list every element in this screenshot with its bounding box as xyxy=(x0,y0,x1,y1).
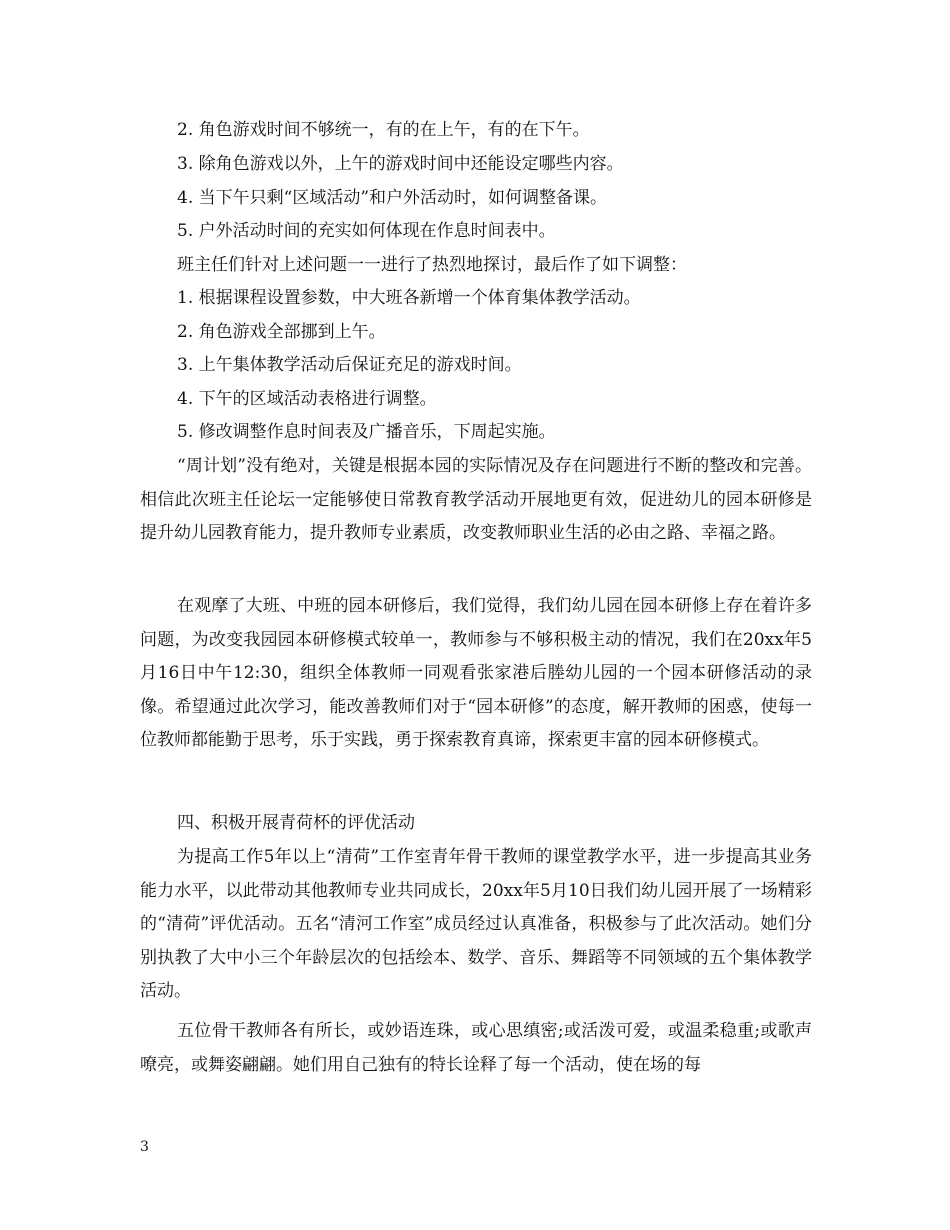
page-number: 3 xyxy=(140,1139,149,1155)
section-heading: 四、积极开展青荷杯的评优活动 xyxy=(177,813,415,833)
paragraph-observation: 在观摩了大班、中班的园本研修后，我们觉得，我们幼儿园在园本研修上存在着许多问题，为改变我园园本研修模式较单一，教师参与不够积极主动的情况，我们在20xx年5月16日中午12:30，组织全体教师一同观看张家港后塍幼儿园的一个园本研修活动的录像。希望通过此次学习，能改善教师们对于“园本研修”的态度，解开教师的困惑，使每一位教师都能勤于思考，乐于实践，勇于探索教育真谛，探索更丰富的园本研修模式。 xyxy=(140,596,812,751)
list-item: 5. 户外活动时间的充实如何体现在作息时间表中。 xyxy=(177,221,556,241)
list-item: 3. 上午集体教学活动后保证充足的游戏时间。 xyxy=(177,355,522,375)
list-item: 3. 除角色游戏以外，上午的游戏时间中还能设定哪些内容。 xyxy=(177,154,624,174)
discussion-intro: 班主任们针对上述问题一一进行了热烈地探讨，最后作了如下调整： xyxy=(177,255,687,275)
list-item: 4. 下午的区域活动表格进行调整。 xyxy=(177,389,437,409)
list-item: 2. 角色游戏时间不够统一，有的在上午，有的在下午。 xyxy=(177,120,590,140)
list-item: 2. 角色游戏全部挪到上午。 xyxy=(177,322,386,342)
list-item: 5. 修改调整作息时间表及广播音乐，下周起实施。 xyxy=(177,422,556,442)
list-item: 4. 当下午只剩“区域活动”和户外活动时，如何调整备课。 xyxy=(177,188,608,208)
paragraph-qinghe-activity: 为提高工作5年以上“清荷”工作室青年骨干教师的课堂教学水平，进一步提高其业务能力水平，以此带动其他教师专业共同成长，20xx年5月10日我们幼儿园开展了一场精彩的“清荷”评优活动。五名“清河工作室”成员经过认真准备，积极参与了此次活动。她们分别执教了大中小三个年龄层次的包括绘本、数学、音乐、舞蹈等不同领域的五个集体教学活动。 xyxy=(140,847,812,1002)
list-item: 1. 根据课程设置参数，中大班各新增一个体育集体教学活动。 xyxy=(177,288,641,308)
paragraph-weekly-plan: “周计划”没有绝对，关键是根据本园的实际情况及存在问题进行不断的整改和完善。相信此次班主任论坛一定能够使日常教育教学活动开展地更有效，促进幼儿的园本研修是提升幼儿园教育能力，提升教师专业素质，改变教师职业生活的必由之路、幸福之路。 xyxy=(140,456,812,544)
paragraph-five-teachers: 五位骨干教师各有所长，或妙语连珠，或心思缜密;或活泼可爱，或温柔稳重;或歌声嘹亮，或舞姿翩翩。她们用自己独有的特长诠释了每一个活动，使在场的每 xyxy=(140,1021,812,1075)
